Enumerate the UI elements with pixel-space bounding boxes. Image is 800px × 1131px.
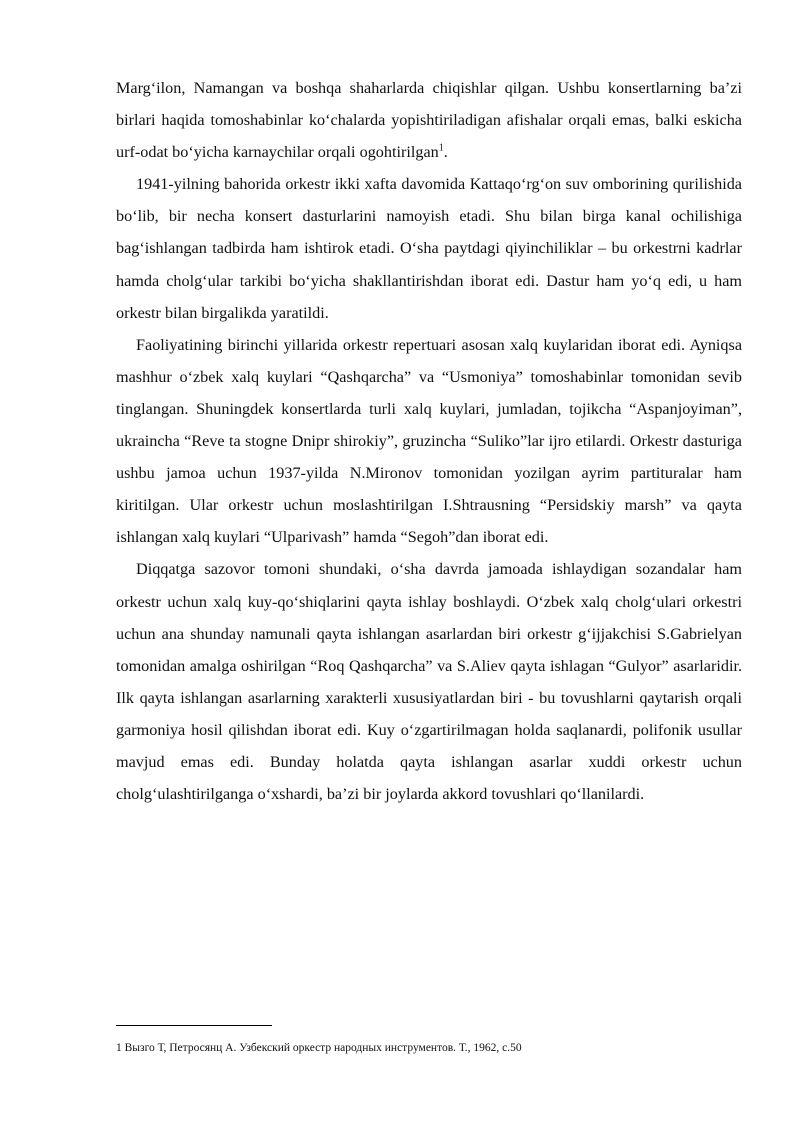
paragraph-2: 1941-yilning bahorida orkestr ikki xafta davomida Kattaqo‘rg‘on suv omborining qurilishida bo‘lib, bir necha konsert dasturlarini namoyish etadi. Shu bilan birga kanal ochilishiga bag‘ishlangan tadbirda ham ishtirok etadi. O‘sha paytdagi qiyinchiliklar – bu orkestrni kadrlar hamda cholg‘ular tarkibi bo‘yicha shakllantirishdan iborat edi. Dastur ham yo‘q edi, u ham orkestr bilan birgalikda yaratildi. [116,175,742,322]
footnote: 1 Вызго Т, Петросянц А. Узбекский оркестр народных инструментов. Т., 1962, с.50 [116,1042,522,1054]
footnote-reference[interactable]: 1 [438,142,444,154]
paragraph-4: Diqqatga sazovor tomoni shundaki, o‘sha davrda jamoada ishlaydigan sozandalar ham orkestr uchun xalq kuy-qo‘shiqlarini qayta ishlay boshlaydi. O‘zbek xalq cholg‘ulari orkestri uchun ana shunday namunali qayta ishlangan asarlardan biri orkestr g‘ijjakchisi S.Gabrielyan tomonidan amalga oshirilgan “Roq Qashqarcha” va S.Aliev qayta ishlagan “Gulyor” asarlaridir. Ilk qayta ishlangan asarlarning xarakterli xususiyatlardan biri - bu tovushlarni qaytarish orqali garmoniya hosil qilishdan iborat edi. Kuy o‘zgartirilmagan holda saqlanardi, polifonik usullar mavjud emas edi. Bunday holatda qayta ishlangan asarlar xuddi orkestr uchun cholg‘ulashtirilganga o‘xshardi, ba’zi bir joylarda akkord tovushlari qo‘llanilardi. [116,560,742,804]
paragraph-3: Faoliyatining birinchi yillarida orkestr repertuari asosan xalq kuylaridan iborat edi. Ayniqsa mashhur o‘zbek xalq kuylari “Qashqarcha” va “Usmoniya” tomoshabinlar tomonidan sevib tinglangan. Shuningdek konsertlarda turli xalq kuylari, jumladan, tojikcha “Aspanjoyiman”, ukraincha “Reve ta stogne Dnipr shirokiy”, gruzincha “Suliko”lar ijro etilardi. Orkestr dasturiga ushbu jamoa uchun 1937-yilda N.Mironov tomonidan yozilgan ayrim partituralar ham kiritilgan. Ular orkestr uchun moslashtirilgan I.Shtrausning “Persidskiy marsh” va qayta ishlangan xalq kuylari “Ulparivash” hamda “Segoh”dan iborat edi. [116,335,742,547]
paragraph-1-text: Marg‘ilon, Namangan va boshqa shaharlarda chiqishlar qilgan. Ushbu konsertlarning ba’zi birlari haqida tomoshabinlar ko‘chalarda yopishtiriladigan afishalar orqali emas, balki eskicha urf-odat bo‘yicha karnaychilar orqali ogohtirilgan [116,79,742,162]
paragraph-1-tail: . [443,143,448,162]
paragraph-1 [116,72,742,168]
footnote-separator [116,1025,272,1026]
page-body [116,72,742,810]
